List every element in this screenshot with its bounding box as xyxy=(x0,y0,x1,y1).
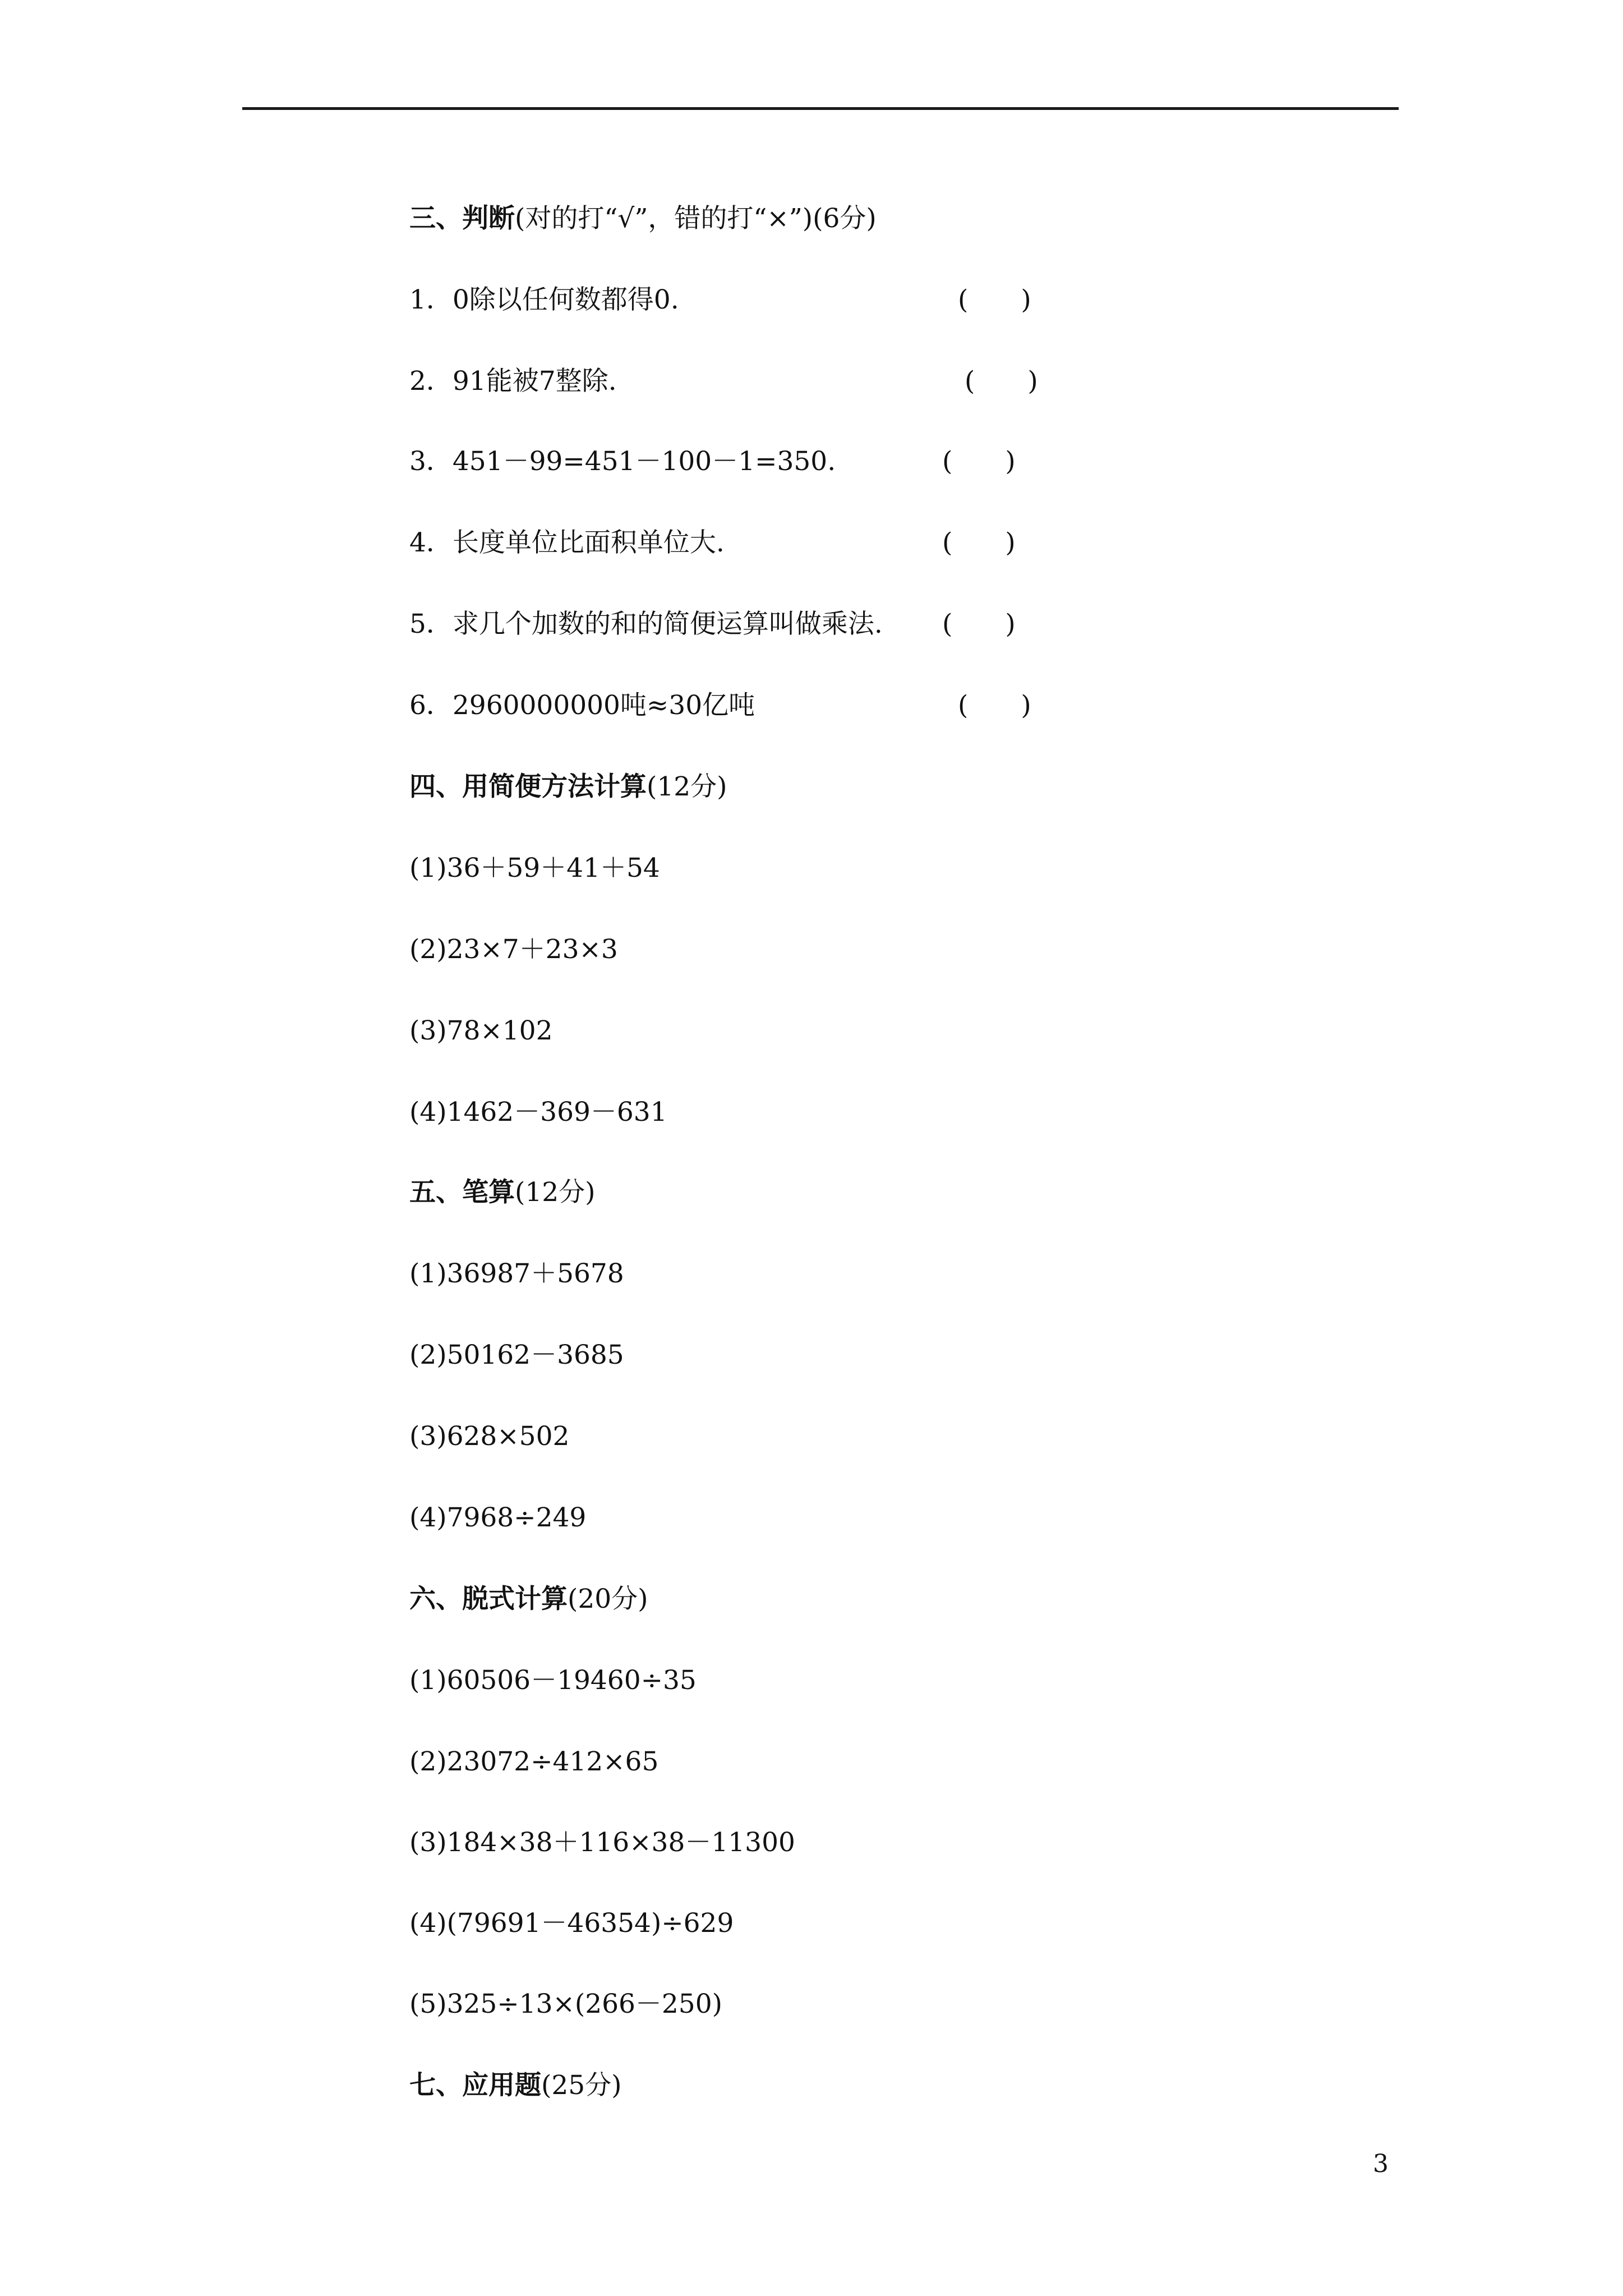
simple-calc-item-1: (1)36＋59＋41＋54 xyxy=(409,853,660,884)
step-calc-item-2: (2)23072÷412×65 xyxy=(409,1746,659,1777)
step-calc-item-3: (3)184×38＋116×38－11300 xyxy=(409,1827,795,1858)
judge-item-3: 3．451－99=451－100－1=350. xyxy=(409,446,836,477)
section-note: (25分) xyxy=(541,2070,622,2101)
section-judge-heading xyxy=(409,202,877,236)
step-calc-item-5: (5)325÷13×(266－250) xyxy=(409,1989,722,2019)
answer-blank[interactable]: ( ) xyxy=(958,690,1031,721)
section-note: (20分) xyxy=(568,1584,648,1614)
section-written-calc-heading xyxy=(409,1176,595,1209)
page-number: 3 xyxy=(1373,2150,1389,2178)
section-title: 四、用简便方法计算 xyxy=(409,771,647,802)
judge-item-4: 4．长度单位比面积单位大. xyxy=(409,527,725,558)
judge-item-1: 1．0除以任何数都得0. xyxy=(409,284,679,315)
section-simple-calc-heading xyxy=(409,770,727,804)
section-note: (12分) xyxy=(515,1177,596,1208)
section-title: 五、笔算 xyxy=(409,1177,515,1208)
section-note: (12分) xyxy=(647,771,727,802)
written-calc-item-3: (3)628×502 xyxy=(409,1421,570,1452)
answer-blank[interactable]: ( ) xyxy=(942,446,1016,477)
written-calc-item-1: (1)36987＋5678 xyxy=(409,1258,624,1289)
answer-blank[interactable]: ( ) xyxy=(958,284,1031,315)
judge-item-5: 5．求几个加数的和的简便运算叫做乘法. xyxy=(409,609,883,639)
simple-calc-item-3: (3)78×102 xyxy=(409,1015,553,1046)
written-calc-item-4: (4)7968÷249 xyxy=(409,1502,587,1533)
header-rule xyxy=(242,107,1399,110)
simple-calc-item-4: (4)1462－369－631 xyxy=(409,1097,667,1128)
section-title: 三、判断 xyxy=(409,203,515,234)
judge-item-6: 6．2960000000吨≈30亿吨 xyxy=(409,690,755,721)
step-calc-item-4: (4)(79691－46354)÷629 xyxy=(409,1908,734,1939)
section-title: 六、脱式计算 xyxy=(409,1584,568,1614)
section-title: 七、应用题 xyxy=(409,2070,541,2101)
simple-calc-item-2: (2)23×7＋23×3 xyxy=(409,934,618,965)
written-calc-item-2: (2)50162－3685 xyxy=(409,1340,624,1370)
section-application-heading xyxy=(409,2069,621,2102)
section-note: (对的打“√”，错的打“×”)(6分) xyxy=(515,203,877,234)
judge-item-2: 2．91能被7整除. xyxy=(409,366,617,397)
answer-blank[interactable]: ( ) xyxy=(965,366,1038,397)
step-calc-item-1: (1)60506－19460÷35 xyxy=(409,1665,697,1696)
answer-blank[interactable]: ( ) xyxy=(942,527,1016,558)
answer-blank[interactable]: ( ) xyxy=(942,609,1016,639)
section-step-calc-heading xyxy=(409,1582,648,1616)
